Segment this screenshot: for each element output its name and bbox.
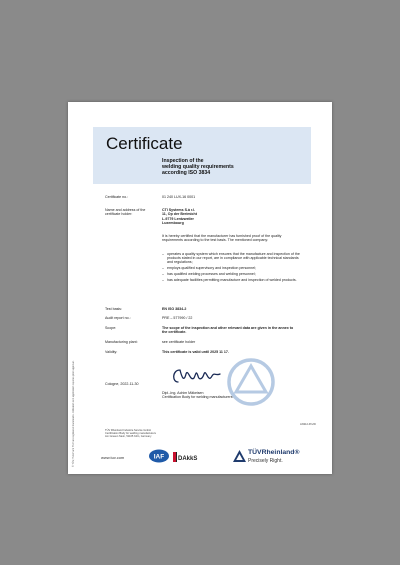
list-item: – operates a quality system which ensures that the manufacture and inspection of the products stated in our report, are in compliance with applicable technical standards and regulations; xyxy=(162,252,302,265)
certificate-no-value: 01 240 LUX-16 0001 xyxy=(162,195,196,199)
svg-text:DAkkS: DAkkS xyxy=(178,456,198,462)
audit-label: Audit report no.: xyxy=(105,316,131,320)
document-id: AN312-PrivID xyxy=(300,423,316,426)
holder-value: CTI Systems S.à r.l. 11, Op der Breimicht L-9779 Lentzweiler Luxembourg xyxy=(162,208,197,226)
intro-text: It is hereby certified that the manufacturer has furnished proof of the quality requirements according to the test basis. The mentioned company: xyxy=(162,234,282,243)
scope-label: Scope: xyxy=(105,326,117,330)
iaf-logo xyxy=(148,449,170,463)
certificate-page xyxy=(68,102,332,474)
list-item: – has qualified welding processes and welding personnel; xyxy=(162,272,302,276)
list-item: – employs qualified supervisory and inspection personnel; xyxy=(162,266,302,270)
signature-scribble xyxy=(168,364,228,390)
tuv-triangle-logo xyxy=(232,449,247,463)
test-basis-value: EN ISO 3834-2 xyxy=(162,307,187,311)
bullet-list xyxy=(162,252,302,284)
certificate-no-label: Certificate no.: xyxy=(105,195,129,199)
plant-label: Manufacturing plant: xyxy=(105,340,138,344)
list-item: – has adequate facilities permitting manufacture and inspection of welded products. xyxy=(162,278,302,282)
svg-text:IAF: IAF xyxy=(153,453,165,461)
certificate-subtitle: Inspection of the welding quality requirements according ISO 3834 xyxy=(162,158,234,177)
issuer-address: TÜV Rheinland Industrie Service GmbH Certification Body for welding manufacturers Am Grauen Stein, 51105 Köln, Germany xyxy=(105,429,156,439)
tuv-brand-name: TÜVRheinland® xyxy=(248,449,300,456)
dakks-logo xyxy=(173,451,199,463)
signature-date: Cologne, 2022-11-30 xyxy=(105,382,139,386)
audit-value: PRE – 577990 / 22 xyxy=(162,316,193,320)
holder-label: Name and address of the certificate holder: xyxy=(105,208,146,217)
test-basis-label: Test basis: xyxy=(105,307,122,311)
validity-label: Validity: xyxy=(105,350,118,354)
validity-value: This certificate is valid until 2025 11 17. xyxy=(162,350,229,354)
footer-url-link[interactable]: www.tuv.com xyxy=(101,455,125,460)
page-title: Certificate xyxy=(106,134,183,153)
tuv-slogan: Precisely Right. xyxy=(248,458,283,464)
plant-value: see certificate holder xyxy=(162,340,196,344)
side-legal-text: © TÜV, TUEV and TUV are registered trademarks. Utilisation and application requires prior approval. xyxy=(72,360,75,467)
signer-name: Dipl.-Ing. Achim Mäkeisen Certification Body for welding manufacturers xyxy=(162,391,233,400)
scope-value: The scope of the inspection and other relevant data are given in the annex to the certificate. xyxy=(162,326,294,335)
